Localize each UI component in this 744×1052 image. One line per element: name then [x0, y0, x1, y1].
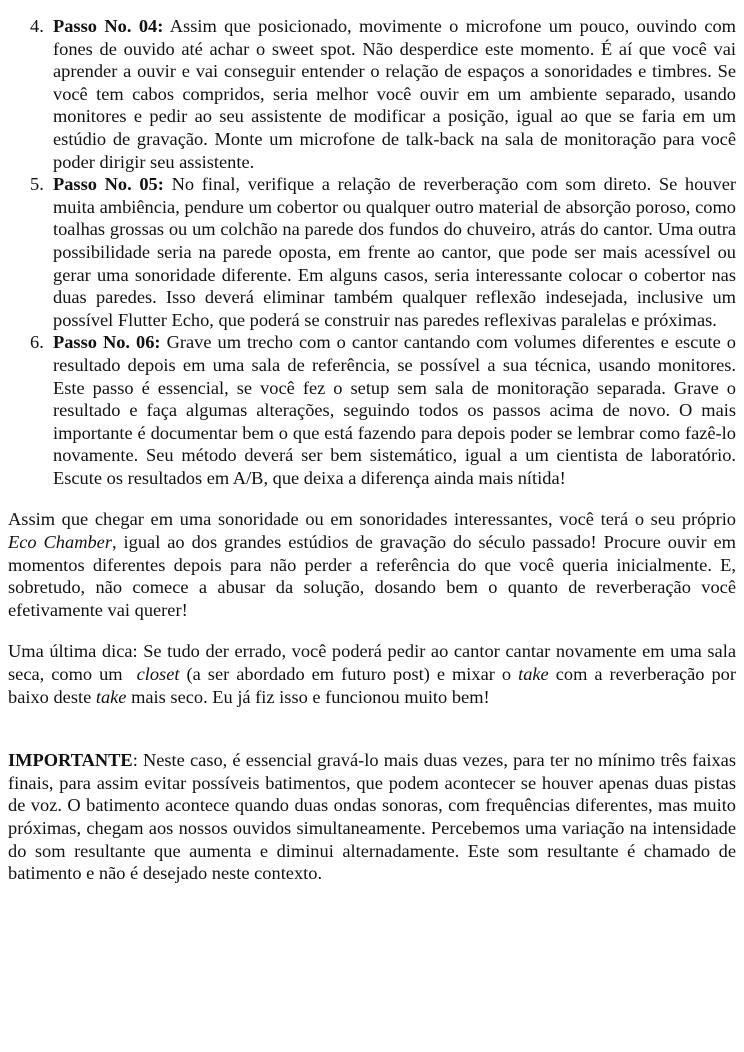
- paragraph-text: Uma última dica: Se tudo der errado, você poderá pedir ao cantor cantar novamente em uma sala seca, como um: [8, 641, 741, 685]
- take-term: take: [518, 664, 549, 685]
- list-number: 4.: [30, 16, 44, 36]
- spacer: [8, 489, 736, 508]
- step-title: Passo No. 05:: [53, 174, 164, 195]
- paragraph-text: Assim que chegar em uma sonoridade ou em sonoridades interessantes, você terá o seu próprio: [8, 509, 736, 530]
- important-label: IMPORTANTE: [8, 750, 133, 771]
- eco-chamber-term: Eco Chamber: [8, 532, 112, 553]
- spacer: [8, 708, 736, 749]
- list-item-step-4: [8, 15, 736, 173]
- take-term: take: [95, 686, 127, 707]
- paragraph-text: (a ser abordado em futuro post) e mixar o: [179, 664, 519, 685]
- step-text: Grave um trecho com o cantor cantando com volumes diferentes e escute o resultado depois em uma sala de referência, se possível a sua técnica, usando monitores. Este passo é essencial, se você fez o setup sem sala de monitoração separada. Grave o resultado e faça algumas alterações, seguindo todos os passos acima de novo. O mais importante é documentar bem o que está fazendo para depois poder se lembrar como fazê-lo novamente. Seu método deverá ser bem sistemático, igual a um cientista de laboratório. Escute os resultados em A/B, que deixa a diferença ainda mais nítida!: [53, 332, 736, 488]
- list-item-step-5: [8, 173, 736, 331]
- paragraph-text: com a reverberação por baixo deste: [8, 664, 741, 707]
- closet-term: closet: [136, 664, 180, 685]
- paragraph-important: [8, 749, 736, 885]
- step-title: Passo No. 04:: [53, 16, 164, 36]
- steps-list: [8, 15, 736, 489]
- paragraph-text: : Neste caso, é essencial gravá-lo mais duas vezes, para ter no mínimo três faixas finais, para assim evitar possíveis batimentos, que podem acontecer se houver apenas duas pistas de voz. O batimento acontece quando duas ondas sonoras, com frequências diferentes, mas muito próximas, chegam aos nossos ouvidos simultaneamente. Percebemos uma variação na intensidade do som resultante que aumenta e diminui alternadamente. Este som resultante é chamado de batimento e não é desejado neste contexto.: [8, 750, 736, 884]
- paragraph-text: , igual ao dos grandes estúdios de gravação do século passado! Procure ouvir em momentos diferentes depois para não perder a referência do que você queria inicialmente. E, sobretudo, não comece a abusar da solução, dosando bem o quanto de reverberação você efetivamente vai querer!: [8, 532, 736, 620]
- paragraph-eco-chamber: [8, 508, 736, 621]
- list-number: 6.: [30, 332, 44, 353]
- spacer: [8, 621, 736, 640]
- step-text: Assim que posicionado, movimente o microfone um pouco, ouvindo com fones de ouvido até achar o sweet spot. Não desperdice este momento. É aí que você vai aprender a ouvir e vai conseguir entender o relação de espaços a sonoridades e timbres. Se você tem cabos compridos, seria melhor você ouvir em um ambiente separado, usando monitores e pedir ao seu assistente de modificar a posição, igual ao que se faria em um estúdio de gravação. Monte um microfone de talk-back na sala de monitoração para você poder dirigir seu assistente.: [53, 16, 736, 172]
- list-item-step-6: [8, 331, 736, 489]
- step-text: No final, verifique a relação de reverberação com som direto. Se houver muita ambiência, pendure um cobertor ou qualquer outro material de absorção poroso, como toalhas grossas ou um colchão na parede dos fundos do chuveiro, atrás do cantor. Uma outra possibilidade seria na parede oposta, em frente ao cantor, que pode ser mais acessível ou gerar uma sonoridade diferente. Em alguns casos, seria interessante colocar o cobertor nas duas paredes. Isso deverá eliminar também qualquer reflexão indesejada, inclusive um possível Flutter Echo, que poderá se construir nas paredes reflexivas paralelas e próximas.: [53, 174, 736, 330]
- list-number: 5.: [30, 174, 44, 195]
- paragraph-last-tip: [8, 640, 741, 708]
- step-title: Passo No. 06:: [53, 332, 161, 353]
- document-page: [8, 15, 741, 885]
- paragraph-text: mais seco. Eu já fiz isso e funcionou muito bem!: [126, 686, 490, 707]
